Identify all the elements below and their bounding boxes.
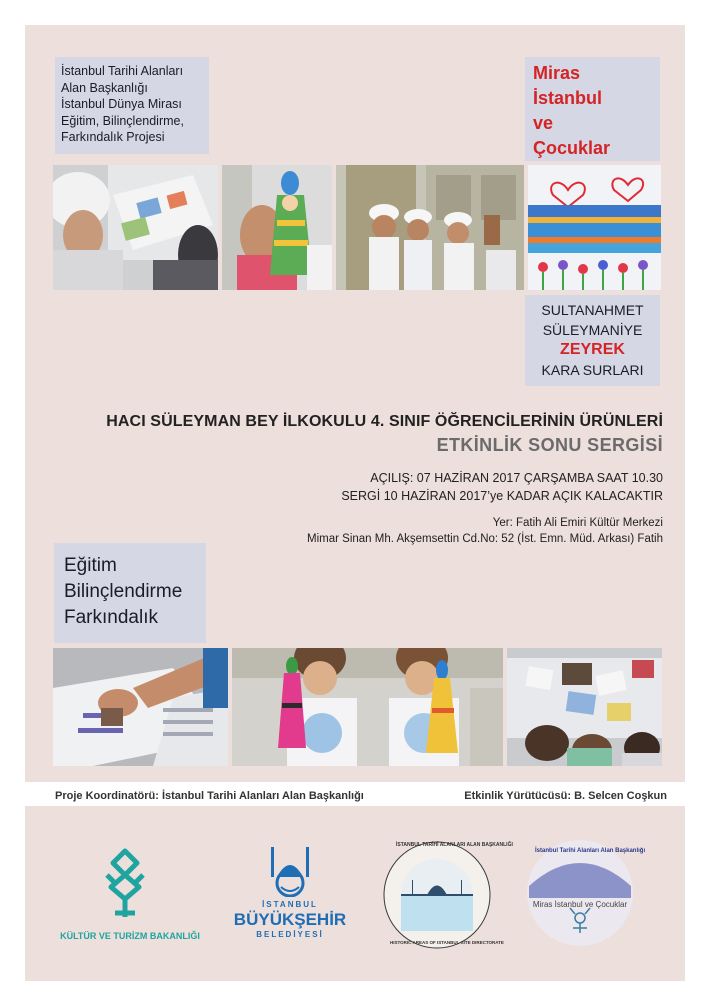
poster bbox=[25, 25, 685, 782]
istanbul-skyline-seal-icon bbox=[382, 840, 513, 950]
theme-line: Eğitim bbox=[64, 555, 117, 576]
children-crafting-at-table-icon bbox=[507, 648, 662, 766]
ministry-logo bbox=[60, 835, 200, 945]
municipality-main-text: BÜYÜKŞEHİR bbox=[233, 910, 347, 929]
miras-logo-bottom-text: Miras İstanbul ve Çocuklar bbox=[532, 900, 628, 909]
mosque-emblem-icon bbox=[267, 845, 313, 897]
intro-line: İstanbul Tarihi Alanları bbox=[61, 64, 184, 78]
girls-holding-puppets-icon bbox=[232, 648, 503, 766]
event-opening: AÇILIŞ: 07 HAZİRAN 2017 ÇARŞAMBA SAAT 10.30 bbox=[370, 471, 663, 485]
project-title-line: İstanbul bbox=[533, 88, 603, 108]
intro-line: İstanbul Dünya Mirası bbox=[61, 97, 182, 111]
miras-istanbul-logo bbox=[525, 838, 646, 950]
ministry-name: KÜLTÜR VE TURİZM BAKANLIĞI bbox=[60, 931, 200, 941]
area-sultanahmet: SULTANAHMET bbox=[541, 302, 644, 318]
intro-line: Alan Başkanlığı bbox=[61, 80, 148, 95]
site-directorate-logo bbox=[382, 840, 513, 950]
hands-stamping-paper-icon bbox=[53, 648, 228, 766]
theme-box bbox=[54, 543, 206, 643]
site-directorate-tr-text: İSTANBUL TARİHİ ALANLARI ALAN BAŞKANLIĞI bbox=[396, 842, 513, 848]
children-drawing-at-table-icon bbox=[53, 165, 218, 290]
municipality-sub-text: BELEDİYESİ bbox=[256, 930, 324, 939]
event-duration: SERGİ 10 HAZİRAN 2017’ye KADAR AÇIK KALACAKTIR bbox=[341, 489, 663, 503]
project-coordinator: Proje Koordinatörü: İstanbul Tarihi Alanları Alan Başkanlığı bbox=[55, 790, 364, 802]
project-intro-box bbox=[55, 57, 209, 154]
child-holding-paper-puppet-icon bbox=[222, 165, 332, 290]
heritage-areas-box bbox=[525, 295, 660, 386]
project-title-line: Miras bbox=[533, 63, 581, 83]
event-subheadline: ETKİNLİK SONU SERGİSİ bbox=[436, 435, 663, 455]
area-kara-surlari: KARA SURLARI bbox=[541, 362, 644, 378]
theme-line: Farkındalık bbox=[64, 607, 158, 628]
municipality-logo bbox=[220, 835, 360, 945]
ministry-emblem-icon bbox=[103, 847, 147, 921]
area-suleymaniye: SÜLEYMANİYE bbox=[542, 322, 643, 338]
intro-line: Farkındalık Projesi bbox=[61, 130, 165, 144]
event-address: Mimar Sinan Mh. Akşemsettin Cd.No: 52 (İst. Emn. Müd. Arkası) Fatih bbox=[307, 533, 663, 545]
site-directorate-en-text: HISTORIC AREAS OF ISTANBUL SITE DIRECTORATE bbox=[390, 940, 504, 945]
intro-line: Eğitim, Bilinçlendirme, bbox=[61, 113, 184, 128]
project-title-line: ve bbox=[533, 113, 554, 133]
area-zeyrek: ZEYREK bbox=[560, 341, 625, 358]
project-title-line: Çocuklar bbox=[533, 138, 611, 158]
event-executor: Etkinlik Yürütücüsü: B. Selcen Coşkun bbox=[464, 790, 667, 802]
children-in-caps-at-door-icon bbox=[336, 165, 524, 290]
event-venue: Yer: Fatih Ali Emiri Kültür Merkezi bbox=[492, 517, 663, 529]
theme-line: Bilinçlendirme bbox=[64, 581, 183, 602]
project-title-box bbox=[525, 57, 660, 161]
children-ring-seal-icon bbox=[525, 838, 646, 948]
event-headline: HACI SÜLEYMAN BEY İLKOKULU 4. SINIF ÖĞRENCİLERİNİN ÜRÜNLERİ bbox=[106, 413, 663, 430]
miras-logo-top-text: İstanbul Tarihi Alanları Alan Başkanlığı bbox=[535, 848, 646, 854]
childrens-drawing-hearts-flowers-icon bbox=[528, 165, 661, 290]
municipality-top-text: İSTANBUL bbox=[262, 900, 318, 909]
